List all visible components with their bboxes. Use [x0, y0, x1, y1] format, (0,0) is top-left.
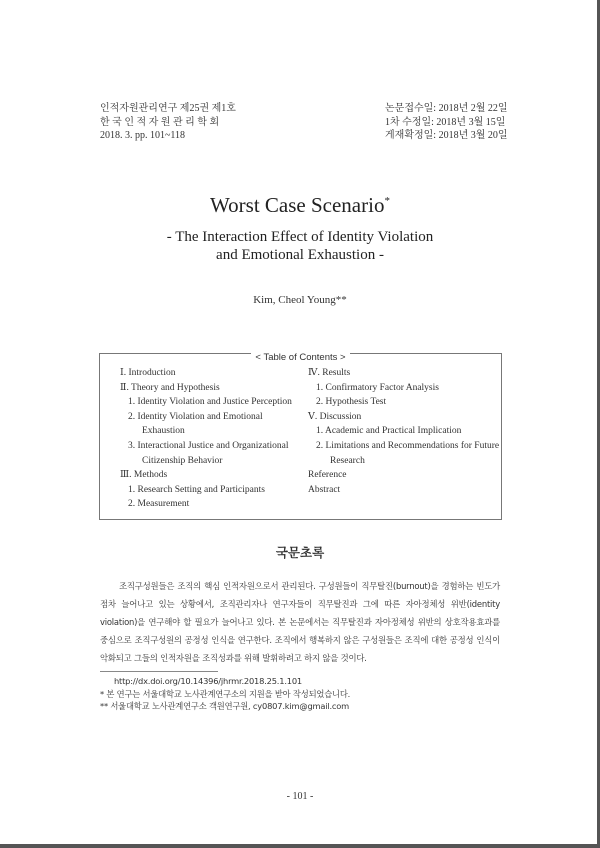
toc-entry: Ⅳ. Results [308, 368, 351, 378]
toc-entry: 1. Identity Violation and Justice Perception [128, 397, 292, 408]
accepted-date: 게재확정일: 2018년 3월 20일 [385, 130, 508, 141]
journal-name: 인적자원관리연구 제25권 제1호 [100, 103, 236, 114]
toc-entry: Abstract [308, 484, 341, 495]
toc-entry: Ⅴ. Discussion [308, 411, 362, 422]
toc-entry: 1. Academic and Practical Implication [316, 426, 462, 437]
author-name: Kim, Cheol Young** [253, 294, 347, 306]
revised-date: 1차 수정일: 2018년 3월 15일 [385, 116, 506, 128]
toc-entry: Citizenship Behavior [142, 455, 223, 466]
abstract-title: 국문초록 [275, 545, 325, 560]
received-date: 논문접수일: 2018년 2월 22일 [385, 103, 508, 114]
paper-title [0, 193, 600, 218]
toc-entry: Ⅰ. Introduction [120, 368, 176, 378]
footnote-funding: * 본 연구는 서울대학교 노사관계연구소의 지원을 받아 작성되었습니다. [100, 688, 351, 699]
abstract-body: 조직구성원들은 조직의 핵심 인적자원으로서 관리된다. 구성원들이 직무탈진(burnout)을 경험하는 빈도가 점차 늘어나고 있는 상황에서, 조직관리자나 연구자들이 직무탈진과 그에 따른 자아정체성 위반(identity violation)을 연구해야 할 필요가 늘어나고 있다. 본 논문에서는 직무탈진과 자아정체성 위반의 상호작용효과를 중심으로 조직구성원의 공정성 인식을 연구한다. 조직에서 행복하지 않은 구성원들은 조직에 대한 공정성 인식이 악화되고 그들의 인적자원을 조직성과를 위해 발휘하려고 하지 않을 것이다. [100, 581, 500, 663]
footnote-author: ** 서울대학교 노사관계연구소 객원연구원, cy0807.kim@gmail.com [100, 701, 350, 711]
toc-entry: Research [330, 455, 365, 466]
paper-title-text: Worst Case Scenario [210, 193, 385, 217]
subtitle-line-2: and Emotional Exhaustion - [216, 247, 384, 263]
toc-entry: 2. Limitations and Recommendations for Future [316, 440, 500, 451]
toc-entry: Exhaustion [142, 426, 185, 437]
page-edge-bottom [0, 844, 600, 848]
footnote-rule [100, 671, 218, 672]
toc-entry: Reference [308, 470, 347, 481]
journal-info [100, 102, 236, 143]
table-of-contents [99, 353, 502, 520]
doi-link[interactable]: http://dx.doi.org/10.14396/jhrmr.2018.25.1.101 [114, 676, 303, 686]
toc-entry: 2. Identity Violation and Emotional [128, 411, 263, 422]
toc-column-right [308, 366, 499, 497]
toc-heading-wrap [100, 347, 501, 365]
submission-dates [385, 102, 508, 143]
footnotes [100, 675, 350, 713]
title-footnote-mark: * [384, 195, 390, 207]
toc-entry: Ⅱ. Theory and Hypothesis [120, 382, 220, 393]
subtitle-line-1: - The Interaction Effect of Identity Violation [166, 229, 434, 245]
paper-subtitle [0, 228, 600, 264]
toc-entry: 2. Hypothesis Test [316, 397, 387, 408]
issue-pages: 2018. 3. pp. 101~118 [100, 130, 186, 141]
page-number: - 101 - [286, 791, 314, 802]
toc-entry: 1. Confirmatory Factor Analysis [316, 382, 439, 393]
toc-entry: Ⅲ. Methods [120, 470, 168, 481]
toc-entry: 2. Measurement [128, 499, 190, 510]
toc-column-left [120, 366, 292, 512]
toc-entry: 3. Interactional Justice and Organizational [128, 440, 289, 451]
toc-entry: 1. Research Setting and Participants [128, 484, 265, 495]
society-name: 한 국 인 적 자 원 관 리 학 회 [100, 116, 220, 128]
toc-heading: < Table of Contents > [251, 352, 349, 363]
